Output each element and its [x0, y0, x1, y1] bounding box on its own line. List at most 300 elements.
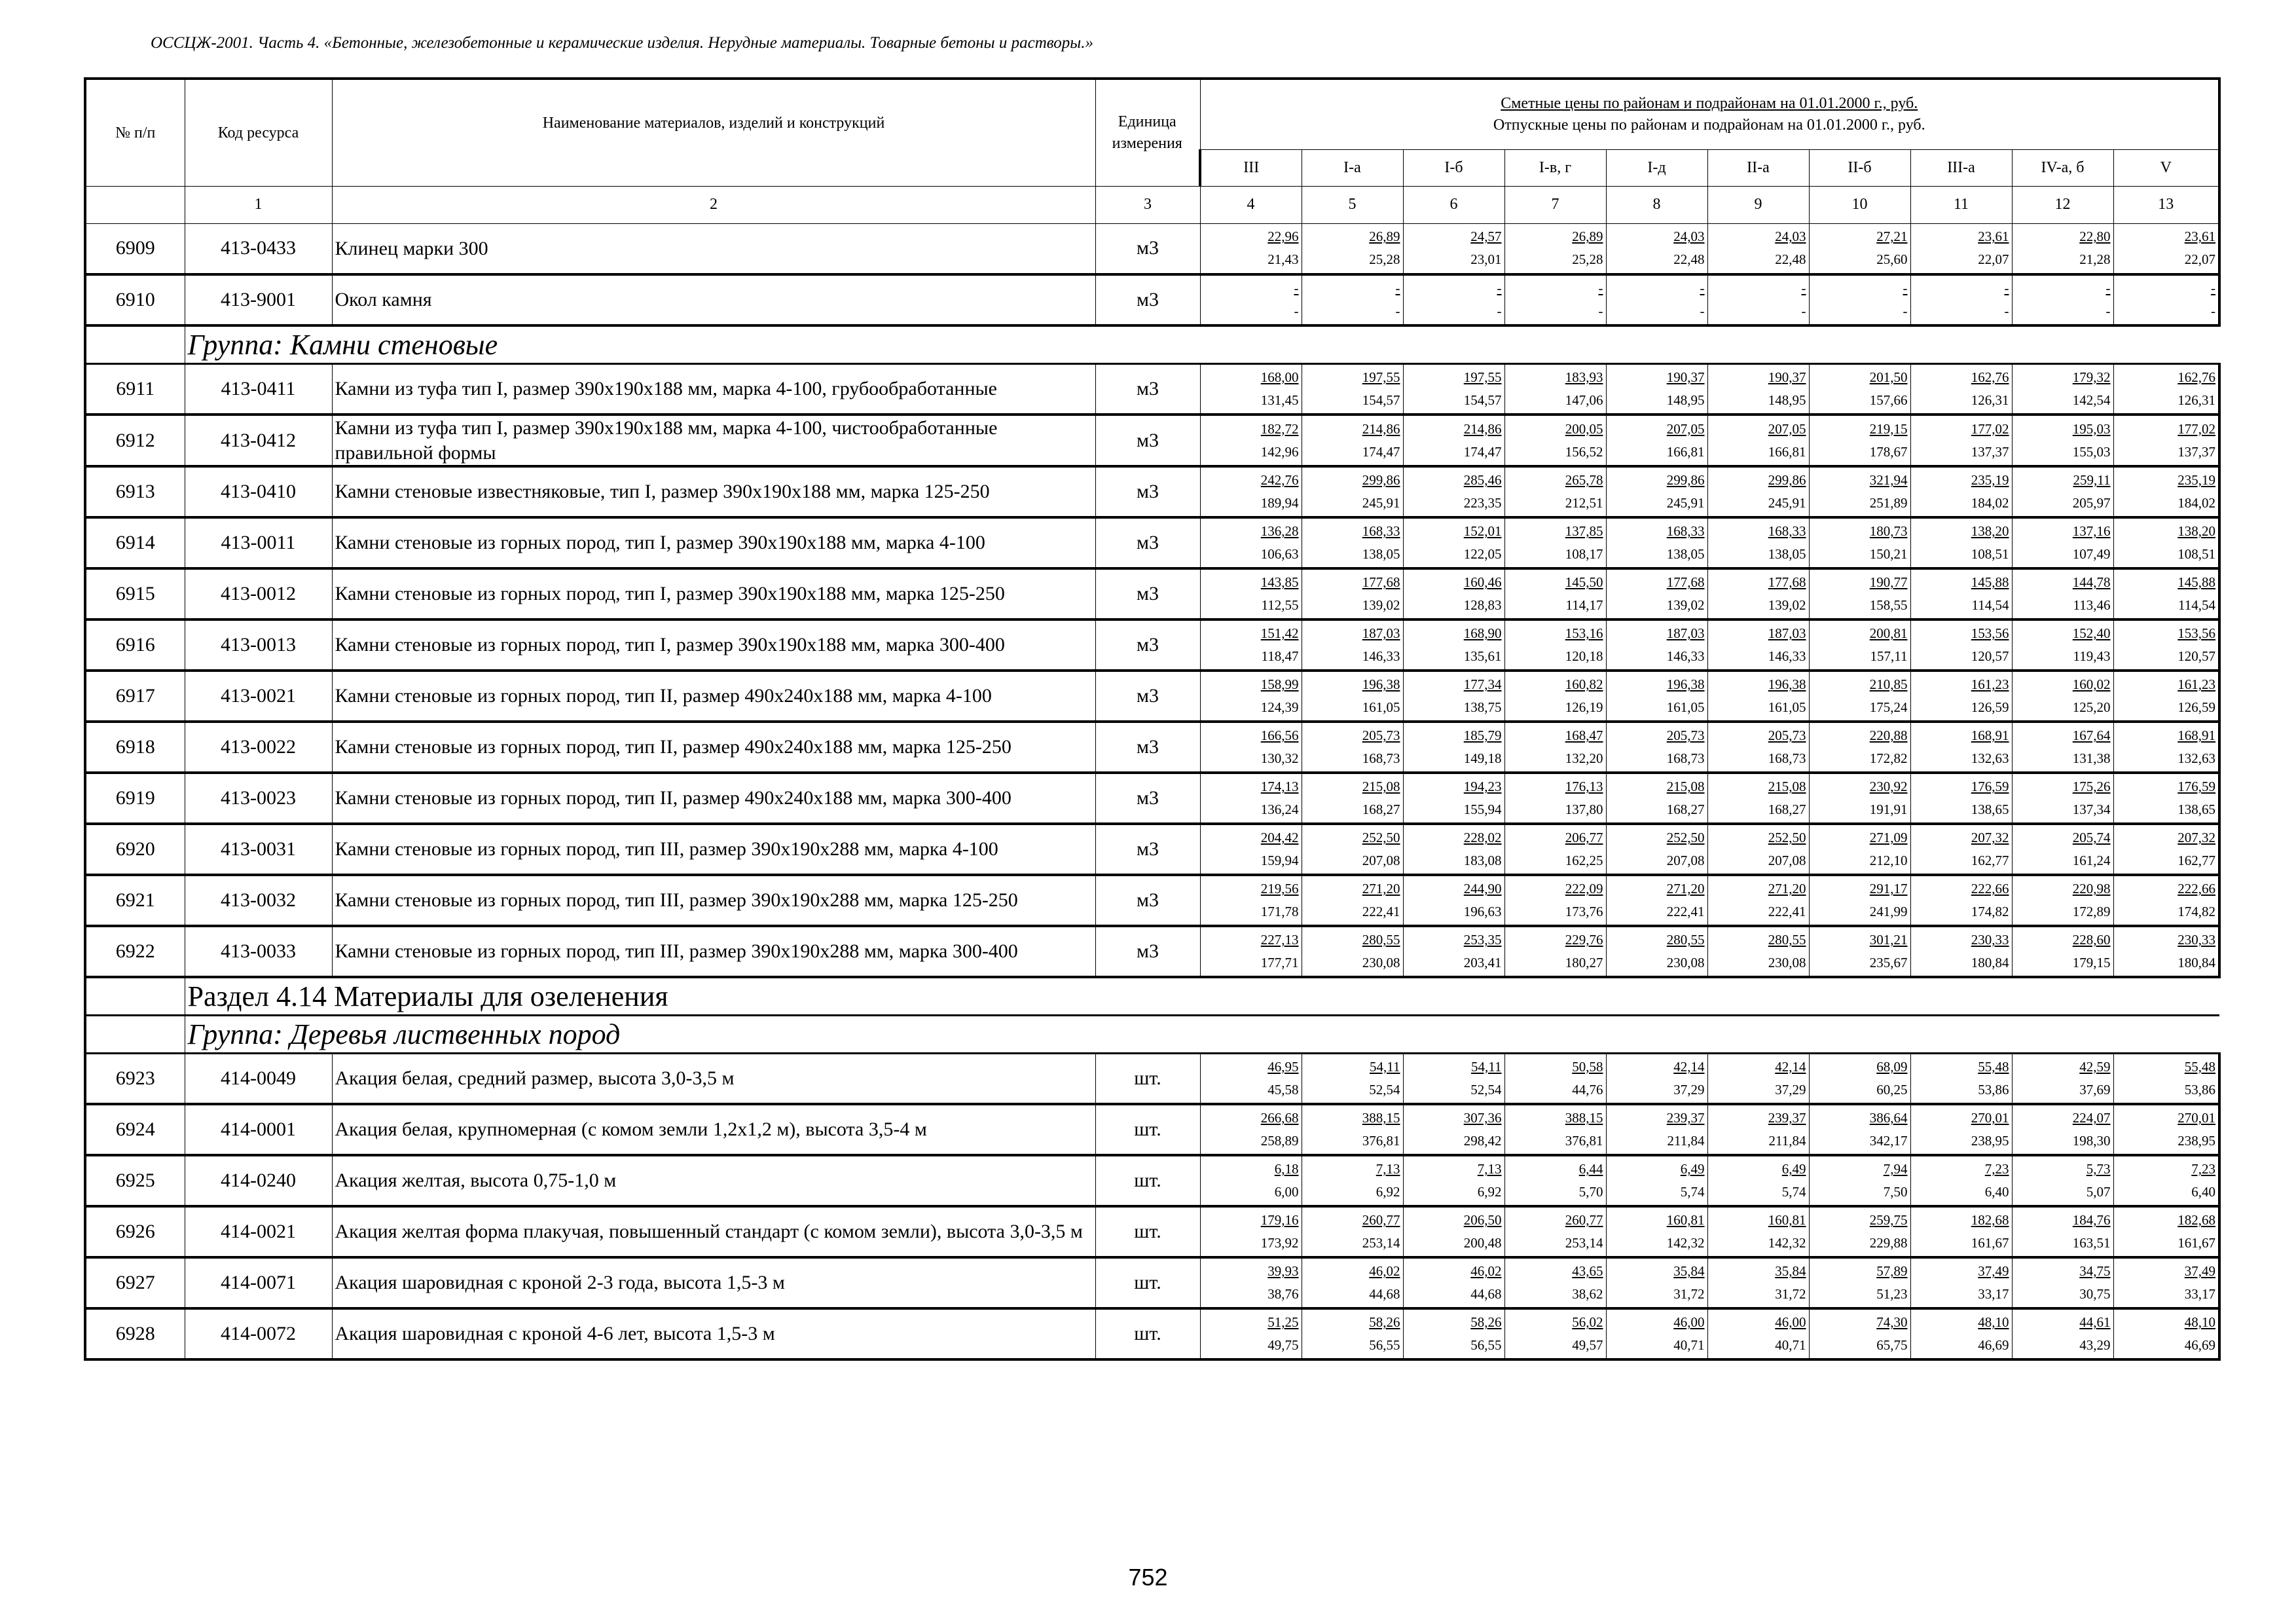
estimated-price: 42,59: [2079, 1058, 2111, 1075]
unit-cell: шт.: [1095, 1308, 1200, 1359]
price-cell: [1707, 875, 1809, 926]
price-cell: [1910, 1104, 2012, 1155]
resource-code: 414-0001: [185, 1104, 332, 1155]
release-price: 168,27: [1768, 802, 1806, 817]
release-price: 159,94: [1260, 853, 1299, 868]
release-price: 172,82: [1869, 750, 1908, 766]
estimated-price: 244,90: [1463, 881, 1502, 896]
row-number: 6916: [85, 619, 185, 671]
price-cell: [2113, 619, 2219, 671]
price-cell: [1606, 466, 1707, 517]
price-cell: [2012, 517, 2113, 568]
estimated-price: 227,13: [1260, 932, 1299, 948]
estimated-price: 280,55: [1768, 932, 1806, 948]
release-price: 168,73: [1768, 750, 1806, 766]
release-price: -: [1903, 303, 1908, 319]
price-cell: [1707, 568, 1809, 619]
release-price: 31,72: [1673, 1286, 1705, 1302]
estimated-price: 207,05: [1666, 420, 1705, 437]
price-cell: [1910, 1155, 2012, 1206]
price-cell: [2113, 274, 2219, 325]
row-number: 6911: [85, 363, 185, 415]
release-price: 30,75: [2079, 1286, 2111, 1302]
release-price: 245,91: [1768, 495, 1806, 511]
release-price: 376,81: [1362, 1133, 1400, 1149]
release-price: 37,29: [1775, 1081, 1806, 1098]
estimated-price: 299,86: [1666, 472, 1705, 488]
release-price: 196,63: [1463, 904, 1502, 919]
material-name: Камни стеновые из горных пород, тип II, размер 490х240х188 мм, марка 300-400: [332, 773, 1095, 824]
release-price: 113,46: [2073, 597, 2111, 613]
header-region: I-б: [1403, 149, 1504, 186]
release-price: 126,31: [2178, 392, 2215, 408]
table-row: [85, 773, 2219, 824]
header-region: III: [1200, 149, 1302, 186]
release-price: 38,76: [1267, 1286, 1299, 1302]
resource-code: 413-0410: [185, 466, 332, 517]
header-name: Наименование материалов, изделий и конструкций: [332, 79, 1095, 186]
release-price: 53,86: [1978, 1081, 2009, 1098]
document-header: ОССЦЖ-2001. Часть 4. «Бетонные, железобетонные и керамические изделия. Нерудные материалы. Товарные бетоны и растворы.»: [151, 34, 1093, 52]
price-cell: [1302, 619, 1403, 671]
price-cell: [1200, 274, 1302, 325]
estimated-price: 266,68: [1260, 1110, 1299, 1126]
table-row: [85, 568, 2219, 619]
estimated-price: 168,33: [1362, 523, 1400, 539]
release-price: 238,95: [1971, 1133, 2009, 1149]
estimated-price: 51,25: [1267, 1314, 1299, 1330]
estimated-price: 42,14: [1673, 1058, 1705, 1075]
release-price: 139,02: [1362, 597, 1400, 613]
estimated-price: 161,23: [1971, 676, 2009, 692]
group-row: [85, 325, 2219, 363]
price-cell: [2012, 619, 2113, 671]
release-price: 207,08: [1362, 853, 1400, 868]
release-price: 46,69: [1978, 1337, 2009, 1353]
price-cell: [1809, 773, 1910, 824]
material-name: Окол камня: [332, 274, 1095, 325]
price-cell: [2113, 722, 2219, 773]
price-cell: [2012, 568, 2113, 619]
release-price: 22,07: [2184, 251, 2215, 268]
estimated-price: 168,91: [1971, 728, 2009, 743]
estimated-price: 23,61: [2184, 229, 2215, 245]
release-price: 38,62: [1572, 1286, 1603, 1302]
column-number-cell: 8: [1606, 186, 1707, 223]
table-row: [85, 722, 2219, 773]
estimated-price: 222,66: [1971, 881, 2009, 896]
estimated-price: 152,40: [2072, 625, 2111, 641]
unit-cell: м3: [1095, 773, 1200, 824]
column-number-cell: 7: [1504, 186, 1606, 223]
price-cell: [1809, 466, 1910, 517]
estimated-price: 222,66: [2178, 881, 2215, 896]
unit-cell: шт.: [1095, 1206, 1200, 1257]
unit-cell: шт.: [1095, 1257, 1200, 1308]
release-price: 157,66: [1869, 392, 1908, 408]
price-cell: [1504, 1206, 1606, 1257]
price-cell: [1606, 773, 1707, 824]
price-cell: [2012, 415, 2113, 466]
table-row: [85, 1053, 2219, 1104]
estimated-price: 176,59: [2178, 779, 2215, 794]
estimated-price: 190,37: [1768, 369, 1806, 385]
price-cell: [2113, 1053, 2219, 1104]
price-cell: [1403, 1155, 1504, 1206]
estimated-price: 168,47: [1565, 728, 1603, 743]
price-cell: [1504, 926, 1606, 977]
estimated-price: 168,33: [1768, 523, 1806, 539]
estimated-price: 230,92: [1869, 779, 1908, 794]
estimated-price: -: [1801, 280, 1806, 296]
estimated-price: 179,16: [1260, 1212, 1299, 1228]
estimated-price: 175,26: [2072, 779, 2111, 794]
release-price: 177,71: [1260, 955, 1299, 970]
price-cell: [1403, 671, 1504, 722]
release-price: 162,25: [1565, 853, 1603, 868]
estimated-price: 207,32: [2178, 830, 2215, 845]
release-price: 157,11: [1870, 648, 1908, 664]
estimated-price: 166,56: [1260, 728, 1299, 743]
estimated-price: 197,55: [1362, 369, 1400, 385]
material-name: Камни из туфа тип I, размер 390х190х188 мм, марка 4-100, чистообработанные правильной формы: [332, 415, 1095, 466]
price-cell: [1200, 223, 1302, 274]
empty-cell: [85, 325, 185, 363]
price-cell: [1200, 466, 1302, 517]
release-price: 37,69: [2079, 1081, 2111, 1098]
price-cell: [2113, 466, 2219, 517]
table-row: [85, 466, 2219, 517]
release-price: 207,08: [1768, 853, 1806, 868]
price-cell: [1302, 568, 1403, 619]
release-price: 162,77: [1971, 853, 2009, 868]
estimated-price: 168,00: [1260, 369, 1299, 385]
estimated-price: -: [1700, 280, 1705, 296]
release-price: 5,07: [2086, 1184, 2111, 1200]
release-price: 166,81: [1768, 443, 1806, 460]
material-name: Акация белая, крупномерная (с комом земли 1,2х1,2 м), высота 3,5-4 м: [332, 1104, 1095, 1155]
release-price: 120,57: [1971, 648, 2009, 664]
estimated-price: 252,50: [1666, 830, 1705, 845]
estimated-price: 265,78: [1565, 472, 1603, 488]
material-name: Камни стеновые из горных пород, тип III, размер 390х190х288 мм, марка 300-400: [332, 926, 1095, 977]
price-cell: [1302, 722, 1403, 773]
resource-code: 414-0240: [185, 1155, 332, 1206]
price-cell: [1504, 415, 1606, 466]
price-cell: [2113, 773, 2219, 824]
estimated-price: 168,91: [2178, 728, 2215, 743]
unit-cell: м3: [1095, 722, 1200, 773]
release-price: 161,67: [2178, 1235, 2215, 1251]
release-price: 138,05: [1768, 546, 1806, 562]
estimated-price: 151,42: [1260, 625, 1299, 641]
release-price: 22,07: [1978, 251, 2009, 268]
release-price: 139,02: [1666, 597, 1705, 613]
price-cell: [1910, 274, 2012, 325]
row-number: 6909: [85, 223, 185, 274]
row-number: 6925: [85, 1155, 185, 1206]
release-price: 138,05: [1362, 546, 1400, 562]
estimated-price: 6,49: [1680, 1161, 1705, 1177]
price-cell: [2113, 415, 2219, 466]
release-price: 56,55: [1369, 1337, 1400, 1353]
release-price: 230,08: [1666, 955, 1705, 970]
estimated-price: 228,02: [1463, 830, 1502, 845]
estimated-price: 48,10: [1978, 1314, 2009, 1330]
estimated-price: 215,08: [1768, 779, 1806, 794]
price-cell: [1606, 274, 1707, 325]
estimated-price: 26,89: [1572, 229, 1603, 245]
estimated-price: 205,73: [1666, 728, 1705, 743]
price-cell: [1403, 773, 1504, 824]
estimated-price: 271,20: [1666, 881, 1705, 896]
price-cell: [1707, 1104, 1809, 1155]
table-row: [85, 875, 2219, 926]
material-name: Акация белая, средний размер, высота 3,0-3,5 м: [332, 1053, 1095, 1104]
estimated-price: 55,48: [2184, 1058, 2215, 1075]
estimated-price: 182,68: [1971, 1212, 2009, 1228]
price-cell: [1707, 363, 1809, 415]
price-cell: [1910, 568, 2012, 619]
price-cell: [1910, 1053, 2012, 1104]
release-price: 205,97: [2072, 495, 2111, 511]
estimated-price: 187,03: [1666, 625, 1705, 641]
estimated-price: 6,44: [1578, 1161, 1603, 1177]
price-cell: [1504, 466, 1606, 517]
release-price: 223,35: [1463, 495, 1502, 511]
release-price: 229,88: [1869, 1235, 1908, 1251]
price-cell: [1606, 926, 1707, 977]
release-price: 163,51: [2072, 1235, 2111, 1251]
price-cell: [2012, 1104, 2113, 1155]
price-cell: [1910, 466, 2012, 517]
release-price: 23,01: [1470, 251, 1502, 268]
price-cell: [1809, 415, 1910, 466]
release-price: 107,49: [2072, 546, 2111, 562]
price-cell: [1504, 722, 1606, 773]
release-price: 114,54: [2178, 597, 2215, 613]
estimated-price: 177,02: [1971, 420, 2009, 437]
group-title: Группа: Деревья лиственных пород: [185, 1015, 2219, 1053]
estimated-price: 182,68: [2178, 1212, 2215, 1228]
estimated-price: 24,57: [1470, 229, 1502, 245]
table-row: [85, 517, 2219, 568]
price-cell: [1200, 1257, 1302, 1308]
price-cell: [1809, 517, 1910, 568]
estimated-price: 160,81: [1768, 1212, 1806, 1228]
resource-code: 413-0031: [185, 824, 332, 875]
price-cell: [1606, 671, 1707, 722]
estimated-price: -: [2211, 280, 2215, 296]
release-price: 40,71: [1673, 1337, 1705, 1353]
resource-code: 414-0071: [185, 1257, 332, 1308]
estimated-price: 220,98: [2072, 881, 2111, 896]
material-name: Акация шаровидная с кроной 4-6 лет, высота 1,5-3 м: [332, 1308, 1095, 1359]
resource-code: 414-0049: [185, 1053, 332, 1104]
estimated-price: 153,56: [2178, 625, 2215, 641]
estimated-price: 44,61: [2079, 1314, 2111, 1330]
column-number-cell: [85, 186, 185, 223]
resource-code: 413-0013: [185, 619, 332, 671]
price-cell: [1606, 517, 1707, 568]
estimated-price: -: [1903, 280, 1908, 296]
price-cell: [1504, 875, 1606, 926]
header-unit: Единица измерения: [1095, 79, 1200, 186]
price-cell: [1707, 824, 1809, 875]
estimated-price: 271,20: [1362, 881, 1400, 896]
release-price: 342,17: [1869, 1133, 1908, 1149]
price-cell: [1200, 875, 1302, 926]
material-name: Акация желтая, высота 0,75-1,0 м: [332, 1155, 1095, 1206]
estimated-price: 388,15: [1565, 1110, 1603, 1126]
release-price: 155,94: [1463, 802, 1502, 817]
price-table: [84, 77, 2221, 1361]
price-cell: [2012, 824, 2113, 875]
release-price: 43,29: [2079, 1337, 2111, 1353]
release-price: 51,23: [1876, 1286, 1908, 1302]
estimated-price: 138,20: [2178, 523, 2215, 539]
price-cell: [2113, 568, 2219, 619]
resource-code: 413-0021: [185, 671, 332, 722]
price-cell: [1504, 274, 1606, 325]
price-cell: [1302, 517, 1403, 568]
table-row: [85, 1155, 2219, 1206]
price-cell: [2113, 223, 2219, 274]
estimated-price: 187,03: [1768, 625, 1806, 641]
release-price: 7,50: [1883, 1184, 1908, 1200]
estimated-price: 271,20: [1768, 881, 1806, 896]
price-cell: [1504, 223, 1606, 274]
release-price: 161,05: [1666, 699, 1705, 715]
release-price: 142,96: [1260, 443, 1299, 460]
release-price: 122,05: [1463, 546, 1502, 562]
release-price: -: [2004, 303, 2009, 319]
release-price: 6,92: [1477, 1184, 1502, 1200]
column-number-cell: 13: [2113, 186, 2219, 223]
estimated-price: 176,13: [1565, 779, 1603, 794]
estimated-price: 174,13: [1260, 779, 1299, 794]
release-price: 180,27: [1565, 955, 1603, 970]
row-number: 6922: [85, 926, 185, 977]
release-price: 146,33: [1666, 648, 1705, 664]
price-cell: [1403, 466, 1504, 517]
release-price: 22,48: [1673, 251, 1705, 268]
release-price: 142,54: [2072, 392, 2111, 408]
estimated-price: 239,37: [1768, 1110, 1806, 1126]
column-number-cell: 3: [1095, 186, 1200, 223]
table-row: [85, 1206, 2219, 1257]
estimated-price: 183,93: [1565, 369, 1603, 385]
release-price: 56,55: [1470, 1337, 1502, 1353]
price-cell: [1809, 1104, 1910, 1155]
price-cell: [1707, 223, 1809, 274]
estimated-price: 177,02: [2178, 420, 2215, 437]
estimated-price: 160,81: [1666, 1212, 1705, 1228]
release-price: 258,89: [1260, 1133, 1299, 1149]
estimated-price: 22,96: [1267, 229, 1299, 245]
price-cell: [1302, 1155, 1403, 1206]
estimated-price: 55,48: [1978, 1058, 2009, 1075]
header-region: II-а: [1707, 149, 1809, 186]
header-num: № п/п: [85, 79, 185, 186]
release-price: 5,74: [1680, 1184, 1705, 1200]
price-cell: [1809, 568, 1910, 619]
price-cell: [1302, 824, 1403, 875]
price-cell: [1302, 875, 1403, 926]
header-region: III-а: [1910, 149, 2012, 186]
estimated-price: 24,03: [1673, 229, 1705, 245]
price-cell: [2113, 671, 2219, 722]
price-cell: [1707, 1053, 1809, 1104]
material-name: Камни стеновые из горных пород, тип I, размер 390х190х188 мм, марка 4-100: [332, 517, 1095, 568]
row-number: 6921: [85, 875, 185, 926]
column-number-cell: 5: [1302, 186, 1403, 223]
estimated-price: 144,78: [2072, 574, 2111, 590]
price-cell: [1302, 1206, 1403, 1257]
estimated-price: 215,08: [1362, 779, 1400, 794]
estimated-price: 205,73: [1768, 728, 1806, 743]
header-region: I-д: [1606, 149, 1707, 186]
price-cell: [1606, 1308, 1707, 1359]
estimated-price: 200,81: [1869, 625, 1908, 641]
price-cell: [1809, 926, 1910, 977]
price-cell: [1200, 1308, 1302, 1359]
estimated-price: 26,89: [1369, 229, 1400, 245]
release-price: 108,51: [1971, 546, 2009, 562]
price-cell: [1707, 415, 1809, 466]
release-price: 148,95: [1768, 392, 1806, 408]
resource-code: 413-0412: [185, 415, 332, 466]
price-cell: [1302, 415, 1403, 466]
row-number: 6912: [85, 415, 185, 466]
table-row: [85, 1104, 2219, 1155]
price-cell: [1403, 619, 1504, 671]
estimated-price: 58,26: [1369, 1314, 1400, 1330]
price-cell: [1707, 671, 1809, 722]
release-price: 168,27: [1666, 802, 1705, 817]
price-cell: [2012, 1206, 2113, 1257]
release-price: 52,54: [1470, 1081, 1502, 1098]
release-price: 211,84: [1667, 1133, 1705, 1149]
price-cell: [1302, 274, 1403, 325]
unit-cell: м3: [1095, 568, 1200, 619]
price-cell: [2012, 274, 2113, 325]
release-price: 142,32: [1666, 1235, 1705, 1251]
release-price: 174,47: [1463, 443, 1502, 460]
price-cell: [1606, 1053, 1707, 1104]
table-row: [85, 619, 2219, 671]
release-price: 138,65: [2178, 802, 2215, 817]
release-price: 131,38: [2072, 750, 2111, 766]
release-price: 168,73: [1666, 750, 1705, 766]
estimated-price: 7,13: [1376, 1161, 1400, 1177]
price-cell: [1200, 1104, 1302, 1155]
release-price: 137,37: [2178, 443, 2215, 460]
header-region: V: [2113, 149, 2219, 186]
release-price: 44,68: [1369, 1286, 1400, 1302]
group-title: Группа: Камни стеновые: [185, 325, 2219, 363]
price-cell: [1504, 1308, 1606, 1359]
estimated-price: 39,93: [1267, 1263, 1299, 1279]
estimated-price: 180,73: [1869, 523, 1908, 539]
estimated-price: 214,86: [1463, 420, 1502, 437]
release-price: 6,92: [1376, 1184, 1400, 1200]
price-cell: [1200, 926, 1302, 977]
release-price: 142,32: [1768, 1235, 1806, 1251]
release-price: 126,19: [1565, 699, 1603, 715]
estimated-price: 46,00: [1673, 1314, 1705, 1330]
price-cell: [2012, 1257, 2113, 1308]
